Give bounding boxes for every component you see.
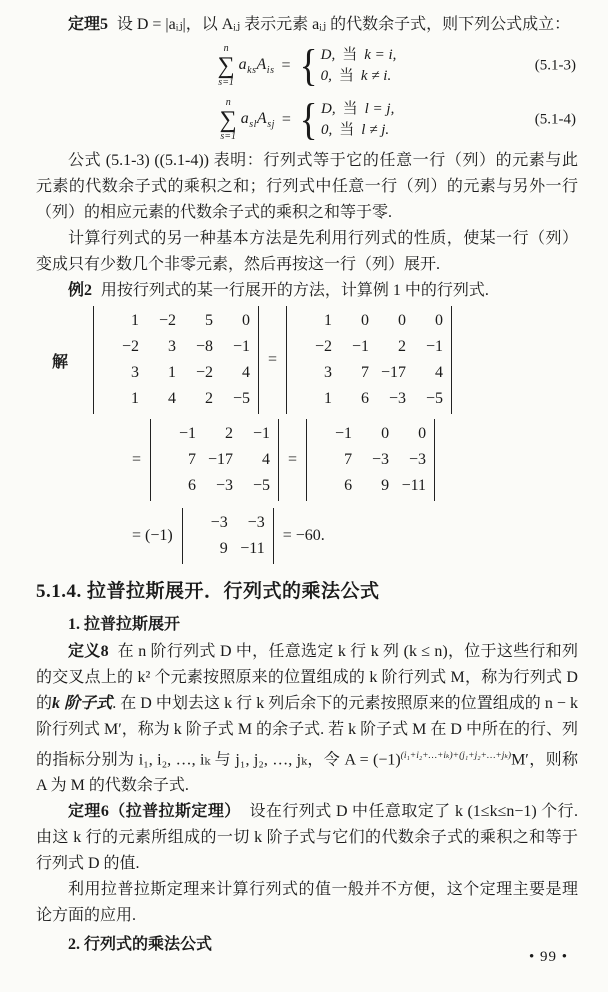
matrix-cell: −3 [216,477,234,494]
matrix-cell: −3 [247,514,265,531]
matrix-cell: −2 [158,312,176,329]
matrix-4x4-reduced [295,308,443,412]
matrix-cell: 6 [361,390,370,407]
case-2-value: 0, [321,122,333,138]
definition-8-paragraph [36,639,578,799]
matrix-cell: −5 [232,390,250,407]
term-A-subscript: sj [267,119,275,131]
matrix-cell: −17 [381,364,407,381]
term-a-subscript: ks [247,65,257,77]
page-number: • 99 • [528,949,568,965]
equals-sign: = [132,451,142,468]
example-2-paragraph [36,278,578,304]
matrix-cell: 5 [205,312,213,329]
matrix-cell: −3 [372,451,390,468]
sum-lower-limit: s=1 [220,131,237,142]
term-a: a [238,55,248,73]
equation-body [217,41,397,90]
sign-exponent: (i₁+i₂+…+iₖ)+(j₁+j₂+…+jₖ) [400,751,512,761]
theorem-6-label: 定理6（拉普拉斯定理） [68,803,241,821]
sigma-icon: ∑ [217,53,235,79]
sum-upper-limit: n [223,43,229,54]
matrix-cell: 2 [398,338,407,355]
determinant-3x3-b [306,419,435,501]
matrix-cell: 0 [361,312,370,329]
theorem-5-label: 定理5 [68,16,109,33]
matrix-cell: −2 [315,338,333,355]
formula-explanation-paragraph: 公式 (5.1-3) ((5.1-4)) 表明：行列式等于它的任意一行（列）的元素与此元素的代数余子式的乘积之和；行列式中任意一行（列）的元素与另外一行（列）的相应元素的代数余子式的乘积之和等于零. [36,152,578,221]
equals-sign: = [281,111,291,128]
cases [321,99,394,141]
matrix-cell: −1 [426,338,444,355]
matrix-cell: −5 [426,390,444,407]
term-A: A [256,109,268,127]
equals-sign: = [268,351,278,368]
equation-5-1-4 [36,94,578,146]
matrix-cell: 4 [168,390,176,407]
matrix-cell: −2 [121,338,139,355]
cases [321,45,397,87]
case-2-when: 当 [338,68,354,84]
case-2 [321,120,394,141]
equation-number: (5.1-4) [534,111,576,128]
case-1-value: D, [320,47,336,63]
matrix-cell: −1 [253,425,271,442]
term-a-subscript: sl [249,119,257,131]
matrix-cell: 0 [242,312,250,329]
definition-8-text-2: . 在 D 中划去这 k 行 k 列后余下的元素按照原来的位置组成的 n − k 阶行列式 M′，称为 k 阶子式 M 的余子式. 若 k 阶子式 M 在 D 中所在的行、列的指标分别为 i₁, i₂, …, iₖ 与 j₁, j₂, …, jₖ，令 A = (−1) [36,695,578,769]
solution-step-1 [52,306,578,414]
summand-term [239,56,275,76]
matrix-cell: 7 [188,451,197,468]
equals-sign: = [288,451,298,468]
matrix-cell: 2 [225,425,234,442]
case-2-condition: l ≠ j. [361,122,390,138]
matrix-cell: −11 [401,477,427,494]
matrix-cell: −2 [195,364,213,381]
determinant-3x3-a [150,419,279,501]
matrix-cell: 1 [131,390,139,407]
matrix-cell: 3 [168,338,176,355]
solution-step-2 [126,419,578,501]
sum-lower-limit: s=1 [218,77,234,88]
term-a: a [240,109,250,127]
equals-sign: = [281,57,291,74]
case-1-when: 当 [342,101,358,117]
summation-symbol [218,44,235,88]
sum-upper-limit: n [225,97,231,108]
determinant-2x2 [182,508,274,564]
laplace-usage-paragraph: 利用拉普拉斯定理来计算行列式的值一般并不方便，这个定理主要是理论方面的应用. [36,881,578,925]
definition-8-text-1: 在 n 阶行列式 D 中，任意选定 k 行 k 列 (k ≤ n)，位于这些行和列的交叉点上的 k² 个元素按照原来的位置组成的 k 阶行列式 M，称为行列式 D 的 [36,643,578,712]
case-1 [321,99,394,120]
term-A: A [256,55,267,73]
matrix-cell: 4 [435,364,444,381]
left-brace: { [299,95,318,144]
matrix-cell: 6 [188,477,197,494]
matrix-cell: 1 [324,312,333,329]
case-1-when: 当 [342,47,358,63]
matrix-cell: 1 [324,390,333,407]
definition-8-text-3: M′，则称 A 为 M 的代数余子式. [36,751,578,795]
matrix-cell: 4 [242,364,250,381]
matrix-cell: 2 [205,390,213,407]
subheading-multiplication-formula: 2. 行列式的乘法公式 [68,936,213,954]
term-A-subscript: is [266,65,275,77]
equation-body [219,95,395,144]
matrix-cell: −3 [389,390,407,407]
matrix-cell: −3 [409,451,427,468]
example-2-text: 用按行列式的某一行展开的方法，计算例 1 中的行列式. [100,282,489,299]
factor-term: = (−1) [132,527,173,544]
matrix-cell: 3 [324,364,333,381]
final-result: = −60. [282,527,325,544]
matrix-cell: −1 [335,425,353,442]
matrix-cell: 9 [381,477,390,494]
case-2-when: 当 [339,122,355,138]
subheading-laplace-expansion: 1. 拉普拉斯展开 [68,616,181,633]
matrix-2x2 [191,510,265,562]
theorem-6-text: 设在行列式 D 中任意取定了 k (1≤k≤n−1) 个行. 由这 k 行的元素所组成的一切 k 阶子式与它们的代数余子式的乘积之和等于行列式 D 的值. [36,803,578,873]
left-brace: { [299,41,318,90]
theorem-5-paragraph [36,12,578,38]
matrix-3x3-b [315,421,426,499]
matrix-cell: 4 [262,451,271,468]
matrix-cell: −1 [232,338,250,355]
matrix-cell: 0 [435,312,444,329]
matrix-cell: 9 [219,540,228,557]
theorem-6-paragraph [36,799,578,877]
case-2-condition: k ≠ i. [360,68,392,84]
theorem-5-text: 设 D = |aᵢⱼ|，以 Aᵢⱼ 表示元素 aᵢⱼ 的代数余子式，则下列公式成立： [116,16,571,33]
case-2-value: 0, [320,68,332,84]
section-title-5-1-4: 5.1.4. 拉普拉斯展开．行列式的乘法公式 [36,581,380,602]
summation-symbol [220,98,237,142]
case-2 [321,66,397,87]
matrix-cell: 0 [381,425,390,442]
matrix-cell: −8 [195,338,213,355]
matrix-cell: −1 [352,338,370,355]
matrix-cell: −17 [208,451,234,468]
equation-number: (5.1-3) [534,57,576,74]
example-2-label: 例2 [68,282,93,299]
matrix-cell: 0 [418,425,427,442]
case-1-value: D, [321,101,336,117]
matrix-cell: −3 [210,514,228,531]
matrix-cell: −11 [240,540,265,557]
matrix-cell: −1 [179,425,197,442]
matrix-cell: 1 [168,364,176,381]
matrix-cell: 3 [131,364,139,381]
method-paragraph: 计算行列式的另一种基本方法是先利用行列式的性质，使某一行（列）变成只有少数几个非零元素，然后再按这一行（列）展开. [36,230,578,273]
matrix-cell: 0 [398,312,407,329]
case-1 [321,45,397,66]
matrix-cell: 7 [361,364,370,381]
matrix-4x4-original [102,308,250,412]
summand-term [241,110,275,130]
k-minor-bold-term: k 阶子式 [52,695,113,712]
matrix-3x3-a [159,421,270,499]
solution-step-3 [126,508,578,564]
sigma-icon: ∑ [219,107,237,133]
case-1-condition: k = i, [364,47,397,63]
equation-5-1-3 [36,40,578,92]
matrix-cell: −5 [253,477,271,494]
matrix-cell: 6 [344,477,353,494]
determinant-4x4-original [93,306,259,414]
determinant-4x4-reduced [286,306,452,414]
solution-label: 解 [52,353,69,371]
definition-8-label: 定义8 [68,643,109,660]
matrix-cell: 7 [344,451,353,468]
solution-block [52,306,578,564]
matrix-cell: 1 [131,312,139,329]
case-1-condition: l = j, [364,101,395,117]
